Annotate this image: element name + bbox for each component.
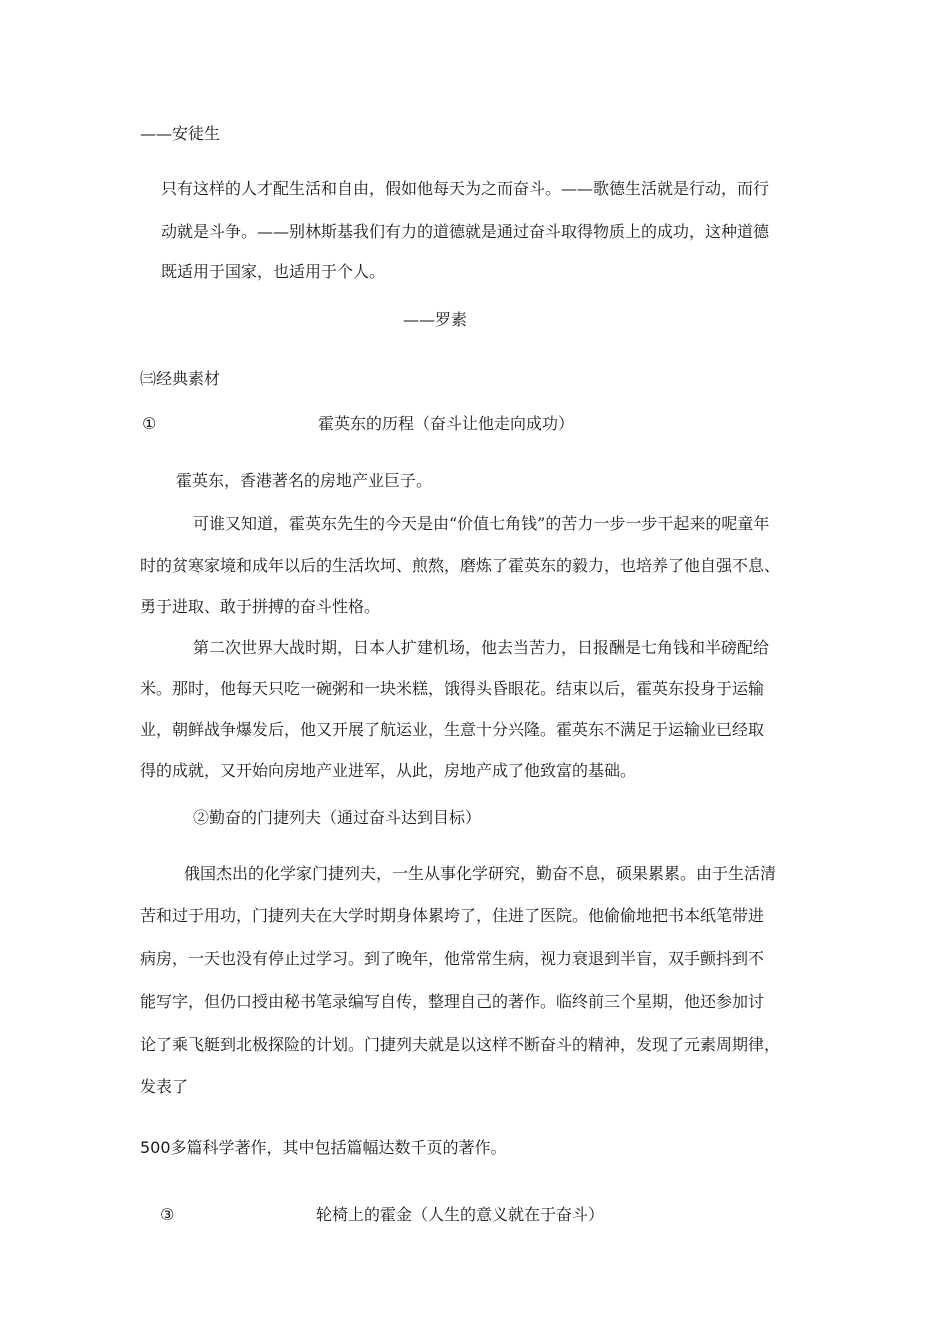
story2-paragraph-line: 发表了 <box>140 1077 189 1096</box>
story2-closing-line <box>140 1138 507 1158</box>
story1-intro: 霍英东，香港著名的房地产业巨子。 <box>176 471 433 490</box>
story2-paragraph-line: 病房，一天也没有停止过学习。到了晚年，他常常生病，视力衰退到半盲，双手颤抖到不 <box>140 949 765 968</box>
quote-line: 只有这样的人才配生活和自由，假如他每天为之而奋斗。——歌德生活就是行动，而行 <box>161 179 770 198</box>
quote-attribution-russell: ——罗素 <box>403 310 468 329</box>
story1-paragraph-line: 得的成就，又开始向房地产业进军，从此，房地产成了他致富的基础。 <box>140 761 637 780</box>
closing-text: 多篇科学著作，其中包括篇幅达数千页的著作。 <box>170 1138 507 1157</box>
story1-title: 霍英东的历程（奋斗让他走向成功） <box>318 414 575 433</box>
article-count: 500 <box>140 1138 171 1157</box>
story3-number: ③ <box>160 1205 175 1224</box>
story2-paragraph-line: 能写字，但仍口授由秘书笔录编写自传，整理自己的著作。临终前三个星期，他还参加讨 <box>140 992 765 1011</box>
story1-paragraph-line: 勇于进取、敢于拼搏的奋斗性格。 <box>140 597 381 616</box>
story2-title: ②勤奋的门捷列夫（通过奋斗达到目标） <box>193 808 482 827</box>
story1-paragraph-line: 业，朝鲜战争爆发后，他又开展了航运业，生意十分兴隆。霍英东不满足于运输业已经取 <box>140 720 765 739</box>
quote-line: 既适用于国家，也适用于个人。 <box>161 262 386 281</box>
quote-line: 动就是斗争。——别林斯基我们有力的道德就是通过奋斗取得物质上的成功，这种道德 <box>161 222 770 241</box>
story1-paragraph-line: 时的贫寒家境和成年以后的生活坎坷、煎熬，磨炼了霍英东的毅力，也培养了他自强不息、 <box>140 556 781 575</box>
story2-paragraph-line: 论了乘飞艇到北极探险的计划。门捷列夫就是以这样不断奋斗的精神，发现了元素周期律， <box>140 1035 781 1054</box>
story2-paragraph-line: 俄国杰出的化学家门捷列夫，一生从事化学研究，勤奋不息，硕果累累。由于生活清 <box>184 864 777 883</box>
quote-attribution-andersen: ——安徒生 <box>140 124 221 143</box>
story1-paragraph-line: 第二次世界大战时期，日本人扩建机场，他去当苦力，日报酬是七角钱和半磅配给 <box>193 638 770 657</box>
story3-title: 轮椅上的霍金（人生的意义就在于奋斗） <box>316 1205 605 1224</box>
section-heading: ㈢经典素材 <box>140 369 221 388</box>
story1-paragraph-line: 米。那时，他每天只吃一碗粥和一块米糕，饿得头昏眼花。结束以后，霍英东投身于运输 <box>140 679 765 698</box>
story2-paragraph-line: 苦和过于用功，门捷列夫在大学时期身体累垮了，住进了医院。他偷偷地把书本纸笔带进 <box>140 906 765 925</box>
story1-number: ① <box>142 414 157 433</box>
story1-paragraph-line: 可谁又知道，霍英东先生的今天是由“价值七角钱”的苦力一步一步干起来的呢童年 <box>193 514 770 533</box>
